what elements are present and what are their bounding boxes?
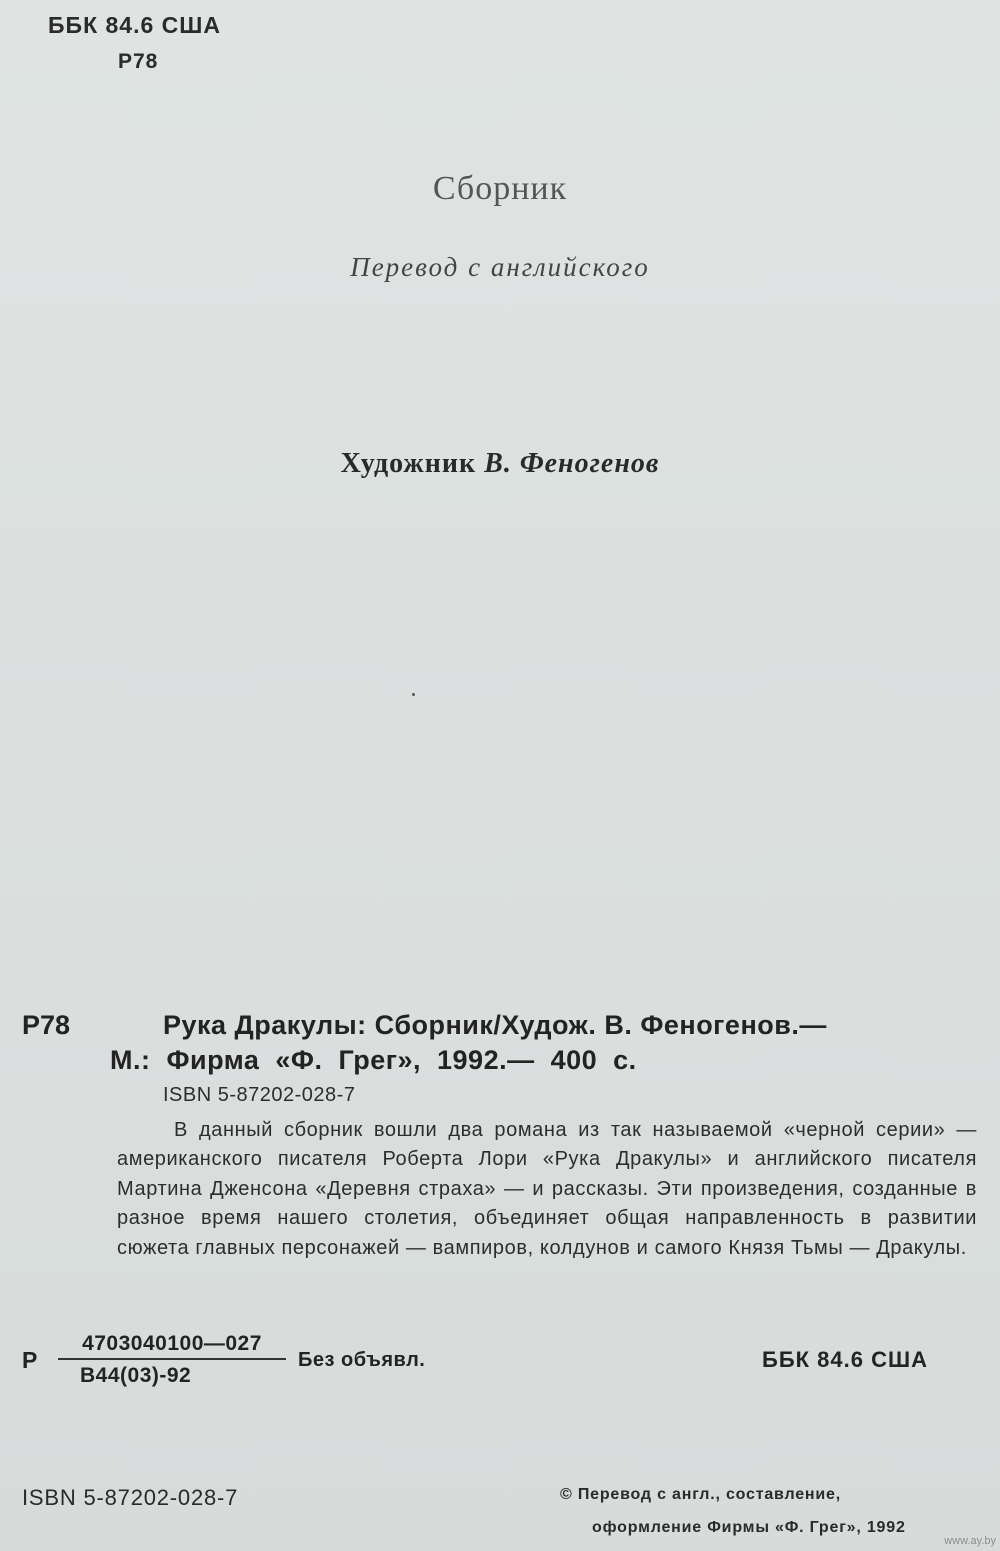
index-numerator: 4703040100—027 <box>58 1332 286 1360</box>
translation-note: Перевод с английского <box>350 252 650 282</box>
paper-speck <box>412 693 415 696</box>
bbk-classification-bottom: ББК 84.6 США <box>762 1347 928 1372</box>
catalog-code: Р78 <box>22 1010 71 1040</box>
artist-role: Художник <box>340 448 477 479</box>
copyright-line-1: © Перевод с англ., составление, <box>560 1486 841 1503</box>
bbk-classification-top: ББК 84.6 США <box>48 12 221 38</box>
artist-credit <box>0 448 1000 480</box>
copyright-line-2: оформление Фирмы «Ф. Грег», 1992 <box>592 1519 906 1536</box>
collection-title: Сборник <box>432 170 568 207</box>
index-denominator: В44(03)-92 <box>80 1364 192 1387</box>
price-note: Без объявл. <box>298 1349 426 1371</box>
watermark: www.ay.by <box>944 1535 996 1547</box>
catalog-isbn: ISBN 5-87202-028-7 <box>163 1084 356 1106</box>
copyright-notice <box>560 1478 906 1544</box>
author-code-top: Р78 <box>118 50 159 73</box>
catalog-publisher-line: М.: Фирма «Ф. Грег», 1992.— 400 с. <box>110 1045 637 1075</box>
artist-name: В. Феногенов <box>484 448 660 479</box>
index-fraction <box>58 1332 286 1388</box>
annotation-paragraph: В данный сборник вошли два романа из так называемой «черной серии» — американского писателя Роберта Лори «Рука Дракулы» и английского писателя Мартина Дженсона «Деревня страха» — и рассказы. Эти произведения, созданные в разное время нашего столетия, объединяет общая направленность в развитии сюжета главных персонажей — вампиров, колдунов и самого Князя Тьмы — Дракулы. <box>117 1119 977 1259</box>
index-letter: Р <box>22 1347 38 1373</box>
catalog-title-line: Рука Дракулы: Сборник/Худож. В. Феногенов.— <box>163 1010 827 1040</box>
footer-isbn: ISBN 5-87202-028-7 <box>22 1485 239 1510</box>
